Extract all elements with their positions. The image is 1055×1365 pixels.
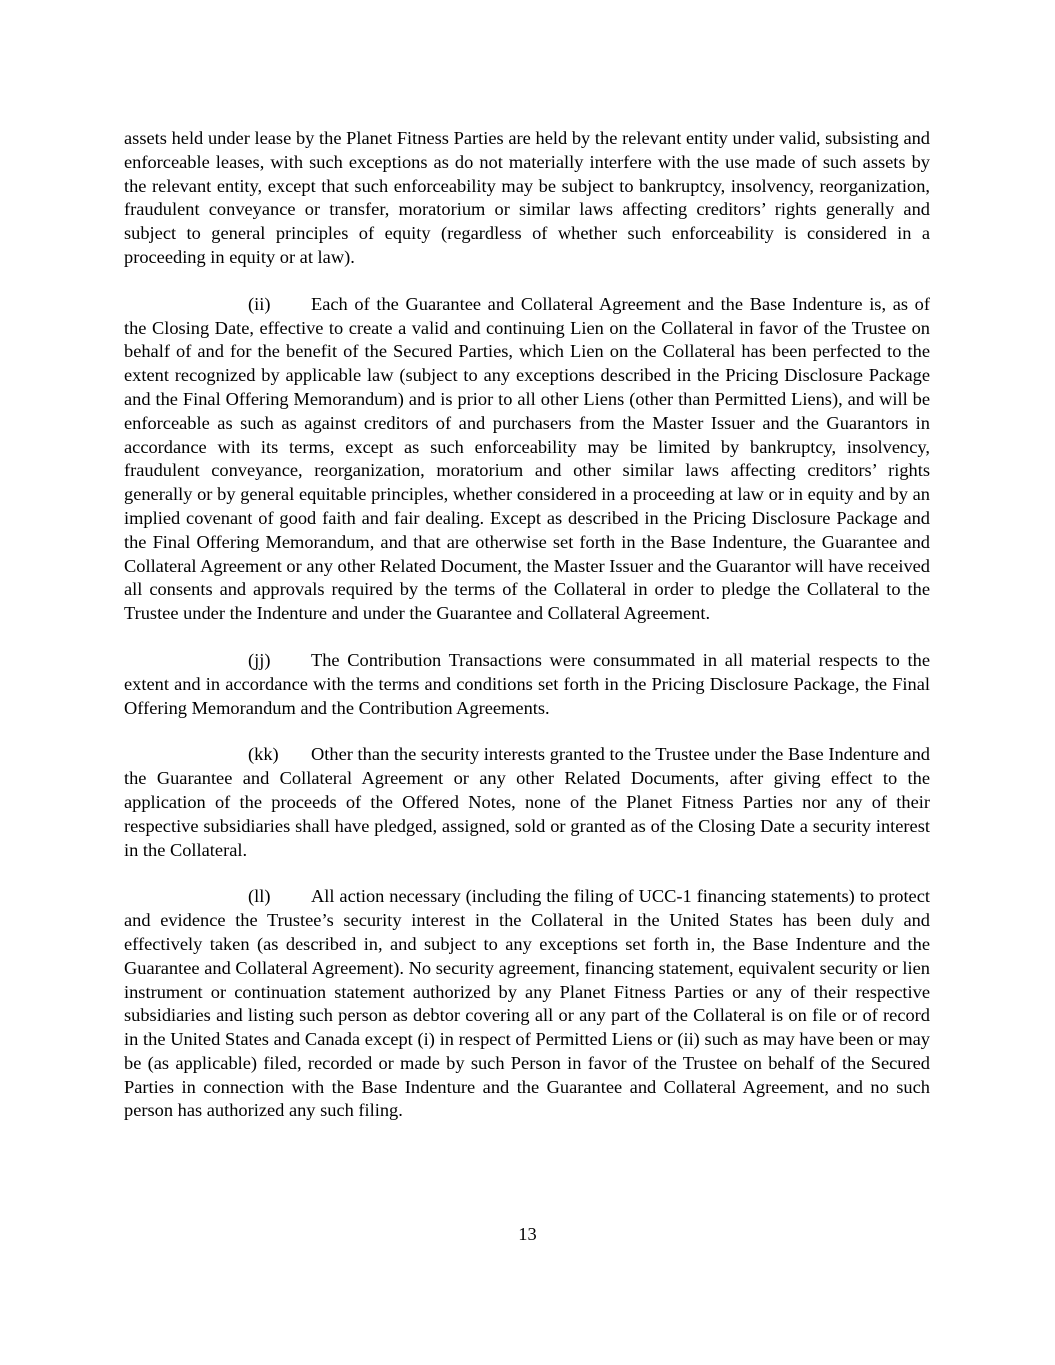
- paragraph-marker: (jj): [248, 649, 271, 670]
- paragraph-text: Other than the security interests granted to the Trustee under the Base Indenture and the Guarantee and Collateral Agreement or any other Related Documents, after giving effect to the application of the proceeds of the Offered Notes, none of the Planet Fitness Parties nor any of their respective subsidiaries shall have pledged, assigned, sold or granted as of the Closing Date a security interest in the Collateral.: [124, 744, 930, 860]
- paragraph-marker: (ll): [248, 886, 271, 907]
- paragraph-jj: [124, 649, 930, 720]
- paragraph-text: assets held under lease by the Planet Fitness Parties are held by the relevant entity under valid, subsisting and enforceable leases, with such exceptions as do not materially interfere with the use made of such assets by the relevant entity, except that such enforceability may be subject to bankruptcy, insolvency, reorganization, fraudulent conveyance or transfer, moratorium or similar laws affecting creditors’ rights generally and subject to general principles of equity (regardless of whether such enforceability is considered in a proceeding in equity or at law).: [124, 128, 930, 267]
- paragraph-kk: [124, 743, 930, 862]
- paragraph-text: All action necessary (including the filing of UCC-1 financing statements) to protect and evidence the Trustee’s security interest in the Collateral in the United States has been duly and effectively taken (as described in, and subject to any exceptions set forth in, the Base Indenture and the Guarantee and Collateral Agreement). No security agreement, financing statement, equivalent security or lien instrument or continuation statement authorized by any Planet Fitness Parties or any of their respective subsidiaries and listing such person as debtor covering all or any part of the Collateral is on file or of record in the United States and Canada except (i) in respect of Permitted Liens or (ii) such as may have been or may be (as applicable) filed, recorded or made by such Person in favor of the Trustee on behalf of the Secured Parties in connection with the Base Indenture and the Guarantee and Collateral Agreement, and no such person has authorized any such filing.: [124, 886, 930, 1121]
- document-page: [124, 127, 930, 1146]
- paragraph-marker: (kk): [248, 744, 279, 765]
- paragraph-text: The Contribution Transactions were consummated in all material respects to the extent and in accordance with the terms and conditions set forth in the Pricing Disclosure Package, the Final Offering Memorandum and the Contribution Agreements.: [124, 649, 930, 718]
- paragraph-continuation: [124, 127, 930, 270]
- paragraph-marker: (ii): [248, 293, 271, 314]
- paragraph-ll: [124, 885, 930, 1123]
- page-number: 13: [518, 1224, 537, 1244]
- paragraph-text: Each of the Guarantee and Collateral Agreement and the Base Indenture is, as of the Closing Date, effective to create a valid and continuing Lien on the Collateral in favor of the Trustee on behalf of and for the benefit of the Secured Parties, which Lien on the Collateral has been perfected to the extent recognized by applicable law (subject to any exceptions described in the Pricing Disclosure Package and the Final Offering Memorandum) and is prior to all other Liens (other than Permitted Liens), and will be enforceable as such as against creditors of and purchasers from the Master Issuer and the Guarantors in accordance with its terms, except as such enforceability may be limited by bankruptcy, insolvency, fraudulent conveyance, reorganization, moratorium and other similar laws affecting creditors’ rights generally or by general equitable principles, whether considered in a proceeding at law or in equity and by an implied covenant of good faith and fair dealing. Except as described in the Pricing Disclosure Package and the Final Offering Memorandum, and that are otherwise set forth in the Base Indenture, the Guarantee and Collateral Agreement or any other Related Document, the Master Issuer and the Guarantor will have received all consents and approvals required by the terms of the Collateral in order to pledge the Collateral to the Trustee under the Indenture and under the Guarantee and Collateral Agreement.: [124, 293, 930, 624]
- paragraph-ii: [124, 293, 930, 626]
